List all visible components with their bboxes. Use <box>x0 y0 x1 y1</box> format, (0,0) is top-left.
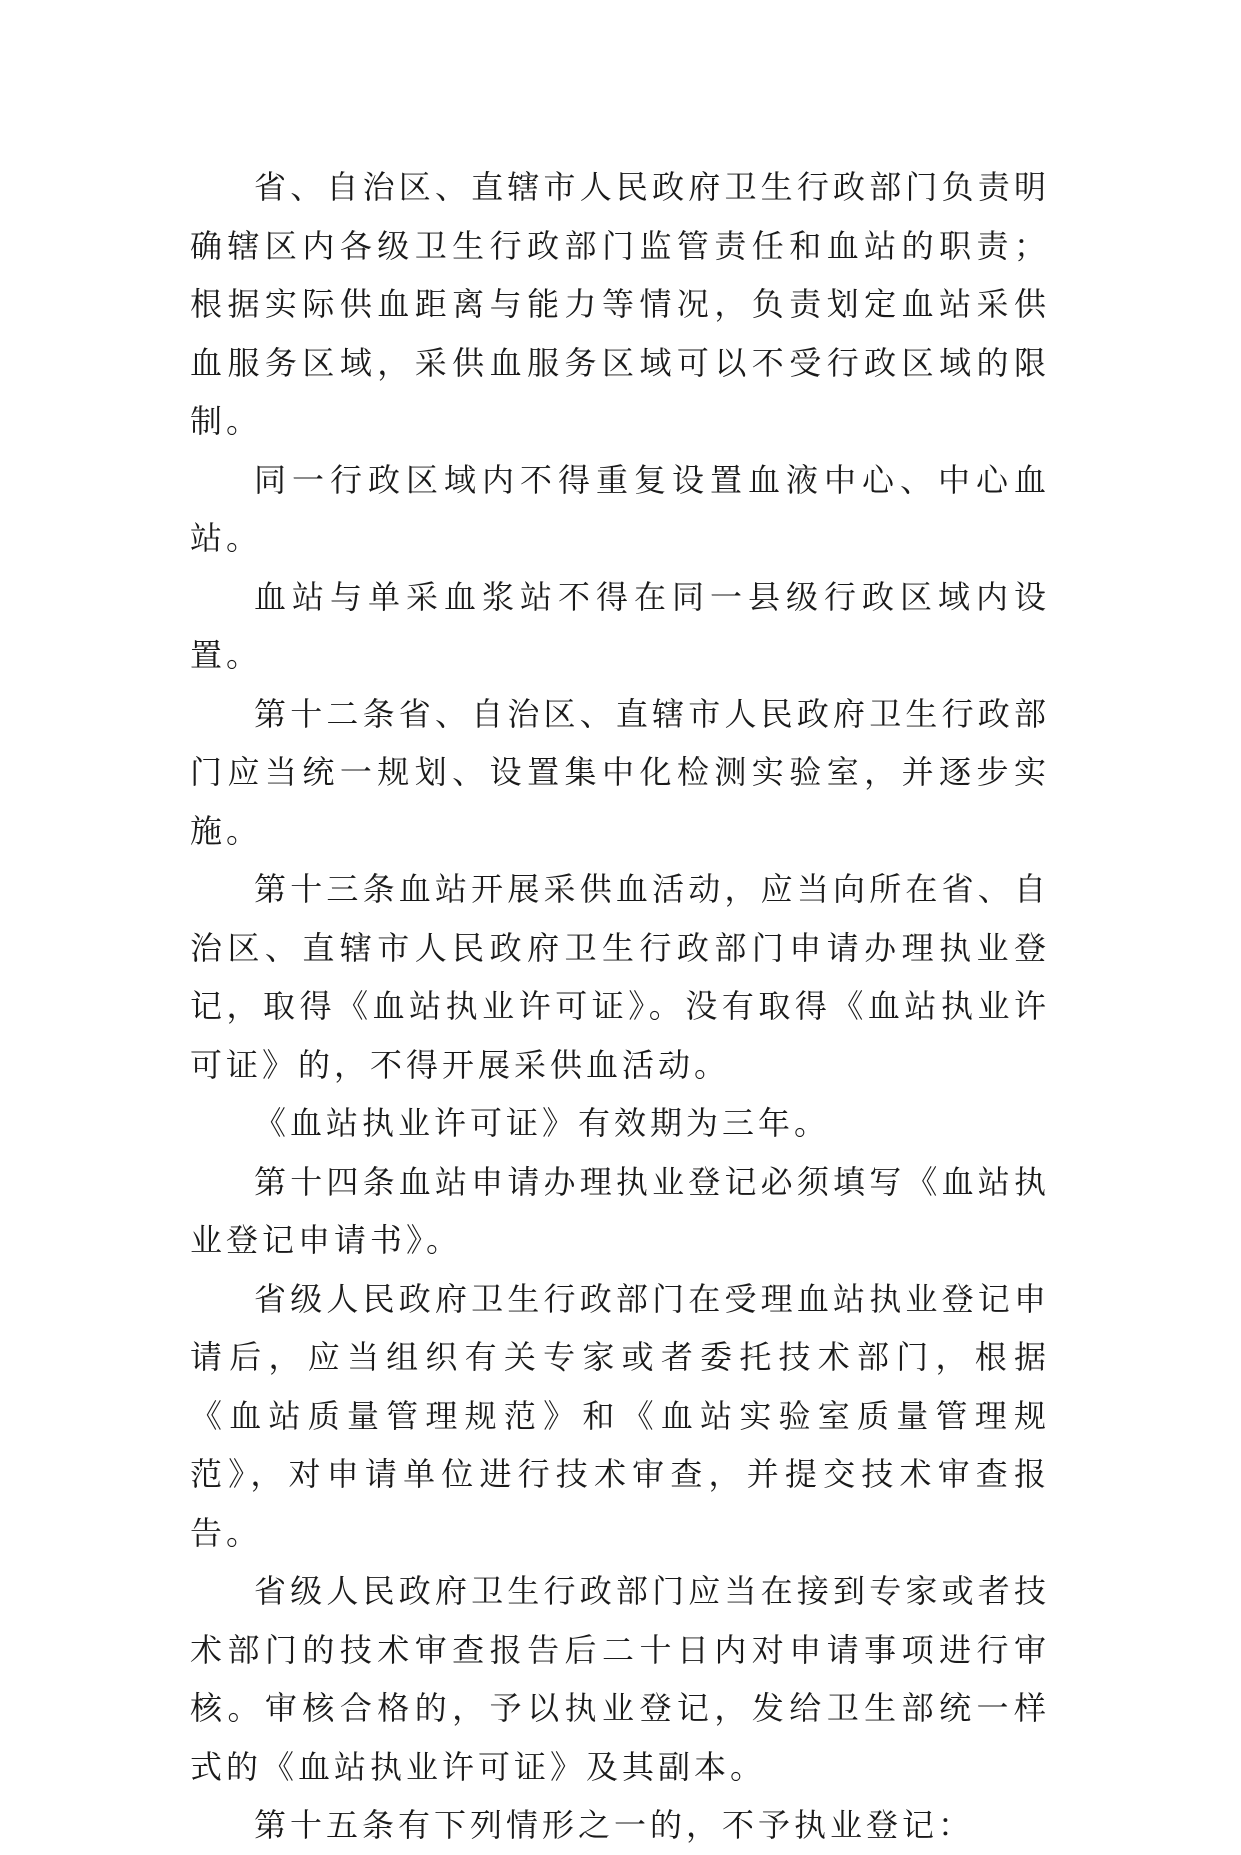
paragraph-approval: 省级人民政府卫生行政部门应当在接到专家或者技术部门的技术审查报告后二十日内对申请事项进行审核。审核合格的，予以执业登记，发给卫生部统一样式的《血站执业许可证》及其副本。 <box>190 1572 1050 1786</box>
paragraph-article-13: 第十三条血站开展采供血活动，应当向所在省、自治区、直辖市人民政府卫生行政部门申请办理执业登记，取得《血站执业许可证》。没有取得《血站执业许可证》的，不得开展采供血活动。 <box>190 870 1050 1084</box>
paragraph-technical-review: 省级人民政府卫生行政部门在受理血站执业登记申请后，应当组织有关专家或者委托技术部门，根据《血站质量管理规范》和《血站实验室质量管理规范》，对申请单位进行技术审查，并提交技术审查报告。 <box>190 1279 1050 1552</box>
paragraph-plasma-station-separation: 血站与单采血浆站不得在同一县级行政区域内设置。 <box>190 577 1050 674</box>
paragraph-article-12: 第十二条省、自治区、直辖市人民政府卫生行政部门应当统一规划、设置集中化检测实验室，并逐步实施。 <box>190 694 1050 850</box>
paragraph-no-duplicate-centers: 同一行政区域内不得重复设置血液中心、中心血站。 <box>190 460 1050 557</box>
paragraph-license-validity: 《血站执业许可证》有效期为三年。 <box>254 1104 831 1142</box>
paragraph-article-14: 第十四条血站申请办理执业登记必须填写《血站执业登记申请书》。 <box>190 1162 1050 1259</box>
document-body <box>190 158 1050 1855</box>
paragraph-article-15: 第十五条有下列情形之一的，不予执业登记： <box>254 1806 975 1844</box>
paragraph-region-responsibility: 省、自治区、直辖市人民政府卫生行政部门负责明确辖区内各级卫生行政部门监管责任和血站的职责；根据实际供血距离与能力等情况，负责划定血站采供血服务区域，采供血服务区域可以不受行政区域的限制。 <box>190 168 1050 440</box>
